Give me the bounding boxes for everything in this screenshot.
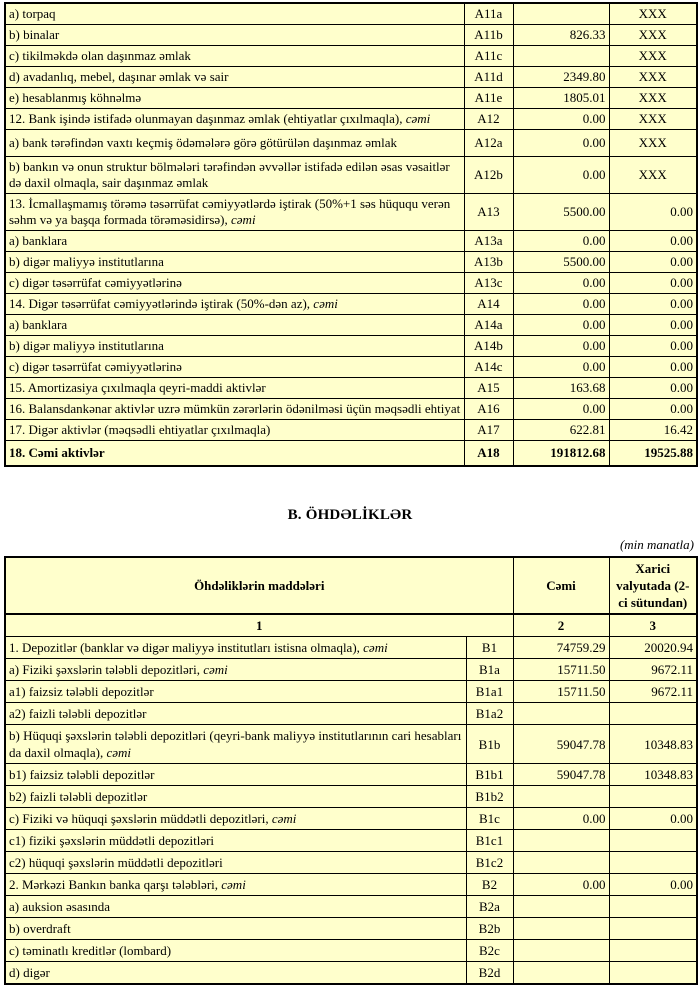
table-row — [5, 194, 697, 231]
row-value-total: 74759.29 — [513, 637, 609, 659]
row-value-total: 15711.50 — [513, 659, 609, 681]
row-label: 18. Cəmi aktivlər — [5, 441, 464, 467]
row-code: A14 — [464, 294, 513, 315]
row-label: a) banklara — [5, 315, 464, 336]
table-row — [5, 3, 697, 25]
row-code: A14b — [464, 336, 513, 357]
row-value-total: 0.00 — [513, 294, 609, 315]
row-label: a) banklara — [5, 231, 464, 252]
row-value-fx: XXX — [609, 157, 697, 194]
table-row — [5, 808, 697, 830]
row-label: c) digər təsərrüfat cəmiyyətlərinə — [5, 273, 464, 294]
row-code: B1b1 — [466, 764, 513, 786]
row-value-total — [513, 940, 609, 962]
row-code: A13 — [464, 194, 513, 231]
col-num-3: 3 — [609, 614, 697, 637]
row-value-total: 0.00 — [513, 808, 609, 830]
row-value-total: 191812.68 — [513, 441, 609, 467]
row-value-fx — [609, 896, 697, 918]
liabilities-table — [4, 556, 698, 985]
row-value-total: 59047.78 — [513, 725, 609, 764]
row-value-total — [513, 46, 609, 67]
row-code: A13c — [464, 273, 513, 294]
row-label: b) binalar — [5, 25, 464, 46]
row-value-fx: 0.00 — [609, 252, 697, 273]
table-row — [5, 659, 697, 681]
table-row — [5, 67, 697, 88]
row-code: A13b — [464, 252, 513, 273]
row-code: A11a — [464, 3, 513, 25]
table-row — [5, 962, 697, 985]
row-value-fx: 0.00 — [609, 315, 697, 336]
row-label: a) auksion əsasında — [5, 896, 466, 918]
row-value-total: 0.00 — [513, 315, 609, 336]
table-row — [5, 157, 697, 194]
row-label: 16. Balansdankənar aktivlər uzrə mümkün zərərlərin ödənilməsi üçün məqsədli ehtiyat — [5, 399, 464, 420]
table-row — [5, 830, 697, 852]
row-code: A12 — [464, 109, 513, 130]
row-label: b1) faizsiz tələbli depozitlər — [5, 764, 466, 786]
header-items: Öhdəliklərin maddələri — [5, 557, 513, 614]
row-code: A11b — [464, 25, 513, 46]
row-code: A12a — [464, 130, 513, 157]
table-row — [5, 357, 697, 378]
table-row — [5, 252, 697, 273]
table-row — [5, 399, 697, 420]
row-label: d) digər — [5, 962, 466, 985]
row-value-total: 0.00 — [513, 231, 609, 252]
row-label: c) Fiziki və hüquqi şəxslərin müddətli depozitləri, cəmi — [5, 808, 466, 830]
row-value-fx — [609, 852, 697, 874]
table-row — [5, 273, 697, 294]
row-code: A11c — [464, 46, 513, 67]
table-row-total-assets — [5, 441, 697, 467]
units-note: (min manatla) — [619, 537, 694, 552]
row-label: 1. Depozitlər (banklar və digər maliyyə institutları istisna olmaqla), cəmi — [5, 637, 466, 659]
row-value-total: 0.00 — [513, 399, 609, 420]
table-row — [5, 703, 697, 725]
row-value-fx: 19525.88 — [609, 441, 697, 467]
row-code: B1c2 — [466, 852, 513, 874]
row-code: A16 — [464, 399, 513, 420]
row-label: 17. Digər aktivlər (məqsədli ehtiyatlar çıxılmaqla) — [5, 420, 464, 441]
col-num-2: 2 — [513, 614, 609, 637]
row-value-total — [513, 896, 609, 918]
row-value-fx: 9672.11 — [609, 681, 697, 703]
table-row — [5, 88, 697, 109]
row-label: c) təminatlı kreditlər (lombard) — [5, 940, 466, 962]
row-value-fx: XXX — [609, 88, 697, 109]
row-label: b) Hüquqi şəxslərin tələbli depozitləri (qeyri-bank maliyyə institutlarının cari hesabları da daxil olmaqla), cəmi — [5, 725, 466, 764]
row-value-fx: XXX — [609, 46, 697, 67]
row-label: 12. Bank işində istifadə olunmayan daşınmaz əmlak (ehtiyatlar çıxılmaqla), cəmi — [5, 109, 464, 130]
table-row — [5, 46, 697, 67]
row-value-fx: XXX — [609, 25, 697, 46]
row-label: a) Fiziki şəxslərin tələbli depozitləri, cəmi — [5, 659, 466, 681]
table-row — [5, 764, 697, 786]
row-code: B1c — [466, 808, 513, 830]
row-code: B1a2 — [466, 703, 513, 725]
row-code: B2 — [466, 874, 513, 896]
row-value-total — [513, 962, 609, 985]
row-value-fx — [609, 786, 697, 808]
row-value-total — [513, 786, 609, 808]
row-code: A14c — [464, 357, 513, 378]
row-value-fx: 0.00 — [609, 231, 697, 252]
row-value-total: 15711.50 — [513, 681, 609, 703]
row-code: A13a — [464, 231, 513, 252]
row-code: A15 — [464, 378, 513, 399]
row-value-total: 0.00 — [513, 130, 609, 157]
row-value-total: 0.00 — [513, 109, 609, 130]
row-value-fx: 0.00 — [609, 357, 697, 378]
assets-table — [4, 2, 698, 467]
row-value-fx: 9672.11 — [609, 659, 697, 681]
table-row — [5, 420, 697, 441]
row-label: a2) faizli tələbli depozitlər — [5, 703, 466, 725]
row-value-fx: 20020.94 — [609, 637, 697, 659]
row-value-fx — [609, 830, 697, 852]
row-value-total: 622.81 — [513, 420, 609, 441]
row-value-total: 5500.00 — [513, 194, 609, 231]
header-total: Cəmi — [513, 557, 609, 614]
row-value-fx: XXX — [609, 109, 697, 130]
row-value-fx: XXX — [609, 130, 697, 157]
table-row — [5, 852, 697, 874]
row-value-fx: 0.00 — [609, 399, 697, 420]
row-value-total — [513, 703, 609, 725]
row-code: A11d — [464, 67, 513, 88]
row-value-fx: 0.00 — [609, 336, 697, 357]
row-value-fx: 10348.83 — [609, 725, 697, 764]
row-code: B2c — [466, 940, 513, 962]
row-label: d) avadanlıq, mebel, daşınar əmlak və sair — [5, 67, 464, 88]
row-value-total — [513, 918, 609, 940]
table-row — [5, 378, 697, 399]
row-label: b) overdraft — [5, 918, 466, 940]
row-value-fx: 10348.83 — [609, 764, 697, 786]
row-code: B2d — [466, 962, 513, 985]
row-label: 15. Amortizasiya çıxılmaqla qeyri-maddi aktivlər — [5, 378, 464, 399]
table-row — [5, 681, 697, 703]
table-row — [5, 918, 697, 940]
table-row — [5, 874, 697, 896]
row-value-total: 826.33 — [513, 25, 609, 46]
row-label: 14. Digər təsərrüfat cəmiyyətlərində iştirak (50%-dən az), cəmi — [5, 294, 464, 315]
table-row — [5, 109, 697, 130]
row-code: B2a — [466, 896, 513, 918]
row-label: a) torpaq — [5, 3, 464, 25]
row-label: b2) faizli tələbli depozitlər — [5, 786, 466, 808]
row-label: c1) fiziki şəxslərin müddətli depozitləri — [5, 830, 466, 852]
row-value-fx: 0.00 — [609, 294, 697, 315]
row-value-total: 0.00 — [513, 874, 609, 896]
row-value-total — [513, 830, 609, 852]
table-row — [5, 896, 697, 918]
row-value-fx: 0.00 — [609, 273, 697, 294]
row-value-fx: 0.00 — [609, 378, 697, 399]
row-value-fx: 16.42 — [609, 420, 697, 441]
row-value-total: 1805.01 — [513, 88, 609, 109]
row-value-total: 5500.00 — [513, 252, 609, 273]
row-value-total: 0.00 — [513, 273, 609, 294]
table-row — [5, 130, 697, 157]
row-code: B1a1 — [466, 681, 513, 703]
header-fx: Xarici valyutada (2-ci sütundan) — [609, 557, 697, 614]
row-label: b) bankın və onun struktur bölmələri tərəfindən əvvəllər istifadə edilən əsas vəsaitlər də daxil olmaqla, sair daşınmaz əmlak — [5, 157, 464, 194]
column-number-row — [5, 614, 697, 637]
row-code: B1c1 — [466, 830, 513, 852]
row-value-fx: XXX — [609, 67, 697, 88]
row-code: A12b — [464, 157, 513, 194]
row-value-fx: 0.00 — [609, 874, 697, 896]
row-label: b) digər maliyyə institutlarına — [5, 336, 464, 357]
row-code: B1b — [466, 725, 513, 764]
row-value-fx — [609, 703, 697, 725]
row-code: A14a — [464, 315, 513, 336]
row-value-fx: 0.00 — [609, 194, 697, 231]
row-label: a) bank tərəfindən vaxtı keçmiş ödəmələrə görə götürülən daşınmaz əmlak — [5, 130, 464, 157]
row-label: c2) hüquqi şəxslərin müddətli depozitləri — [5, 852, 466, 874]
row-value-total: 0.00 — [513, 336, 609, 357]
row-code: A17 — [464, 420, 513, 441]
row-label: c) digər təsərrüfat cəmiyyətlərinə — [5, 357, 464, 378]
table-row — [5, 231, 697, 252]
col-num-1: 1 — [5, 614, 513, 637]
row-code: B1a — [466, 659, 513, 681]
table-row — [5, 25, 697, 46]
row-label: e) hesablanmış köhnəlmə — [5, 88, 464, 109]
row-code: A11e — [464, 88, 513, 109]
table-row — [5, 786, 697, 808]
row-value-fx: XXX — [609, 3, 697, 25]
table-row — [5, 315, 697, 336]
row-label: 13. İcmallaşmamış törəmə təsərrüfat cəmiyyətlərdə iştirak (50%+1 səs hüququ verən səhm və ya başqa formada törəməsidirsə), cəmi — [5, 194, 464, 231]
table-row — [5, 940, 697, 962]
row-value-total: 59047.78 — [513, 764, 609, 786]
row-code: A18 — [464, 441, 513, 467]
row-code: B1 — [466, 637, 513, 659]
row-value-total: 0.00 — [513, 357, 609, 378]
table-row — [5, 294, 697, 315]
row-label: c) tikilməkdə olan daşınmaz əmlak — [5, 46, 464, 67]
row-label: a1) faizsiz tələbli depozitlər — [5, 681, 466, 703]
table-row — [5, 637, 697, 659]
row-value-total: 2349.80 — [513, 67, 609, 88]
section-b-title: B. ÖHDƏLİKLƏR — [287, 507, 413, 523]
row-value-total — [513, 3, 609, 25]
row-value-total: 163.68 — [513, 378, 609, 399]
row-value-fx — [609, 940, 697, 962]
row-value-fx: 0.00 — [609, 808, 697, 830]
row-code: B2b — [466, 918, 513, 940]
table-row — [5, 336, 697, 357]
table-row — [5, 725, 697, 764]
header-row — [5, 557, 697, 614]
row-value-fx — [609, 962, 697, 985]
row-value-total — [513, 852, 609, 874]
row-code: B1b2 — [466, 786, 513, 808]
row-label: 2. Mərkəzi Bankın banka qarşı tələbləri, cəmi — [5, 874, 466, 896]
row-label: b) digər maliyyə institutlarına — [5, 252, 464, 273]
row-value-fx — [609, 918, 697, 940]
row-value-total: 0.00 — [513, 157, 609, 194]
